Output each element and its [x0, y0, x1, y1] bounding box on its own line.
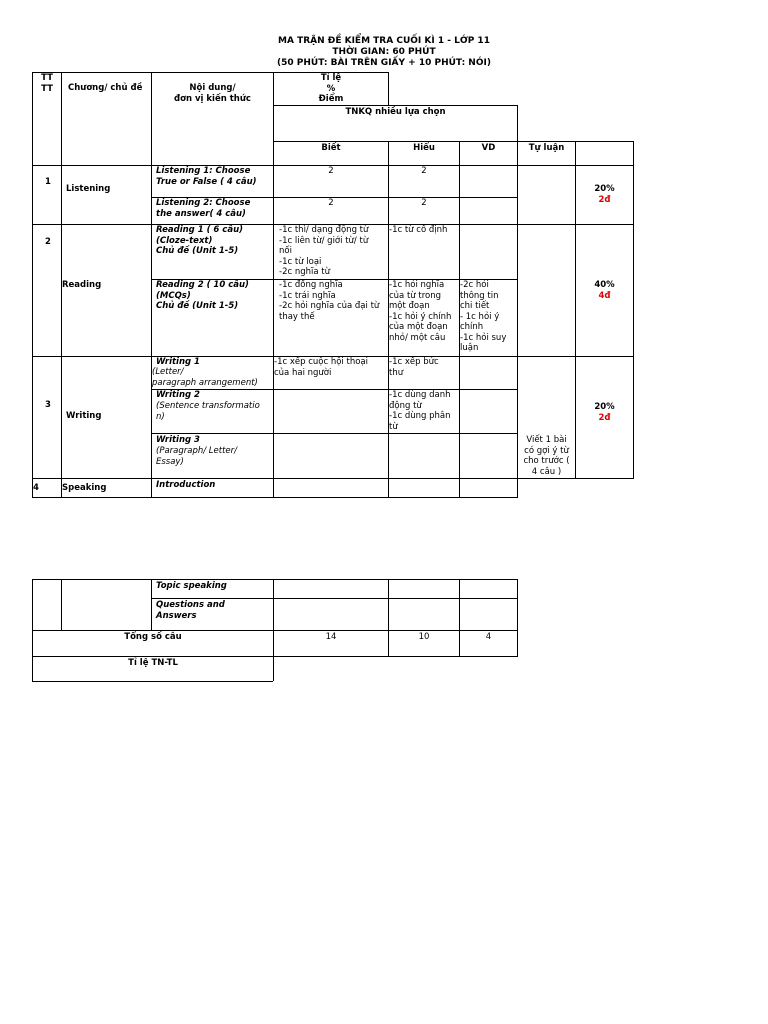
totals-hieu: 10 — [418, 632, 430, 642]
reading-2-vd: -2c hỏi thông tin chi tiết - 1c hỏi ý chính -1c hỏi suy luận — [460, 280, 507, 353]
title-line-1: MA TRẬN ĐỀ KIỂM TRA CUỐI KÌ 1 - LỚP 11 — [278, 36, 490, 46]
writing-3-tuluan: Viết 1 bài có gợi ý từ cho trước ( 4 câu ) — [523, 435, 570, 477]
section-2-number: 2 — [45, 237, 51, 247]
listening-1-hieu: 2 — [421, 166, 427, 176]
section-3-pts: 2đ — [598, 413, 611, 423]
writing-3-sub: (Paragraph/ Letter/ Essay) — [156, 446, 238, 467]
section-3-number: 3 — [45, 400, 51, 410]
listening-2-biet: 2 — [328, 198, 334, 208]
writing-2-hieu: -1c dùng danh động từ -1c dùng phân từ — [389, 390, 451, 432]
totals-biet: 14 — [325, 632, 337, 642]
title-line-2: THỜI GIAN: 60 PHÚT — [332, 47, 436, 57]
section-1-name: Listening — [66, 184, 111, 194]
section-4-name: Speaking — [62, 483, 107, 493]
speaking-1-content: Introduction — [156, 480, 216, 490]
writing-1-biet: -1c xếp cuộc hội thoại của hai người — [274, 357, 368, 378]
section-2-pct: 40% — [594, 280, 615, 290]
header-content: Nội dung/ đơn vị kiến thức — [174, 83, 251, 104]
writing-1-title: Writing 1 — [156, 357, 200, 367]
header-tt: TT TT — [41, 73, 53, 94]
ratio-row-label: Tỉ lệ TN-TL — [128, 658, 178, 668]
listening-1-content: Listening 1: Choose True or False ( 4 câu) — [156, 166, 257, 187]
section-3-pct: 20% — [594, 402, 615, 412]
listening-1-biet: 2 — [328, 166, 334, 176]
writing-1-sub: (Letter/ paragraph arrangement) — [152, 367, 258, 388]
title-line-3: (50 PHÚT: BÀI TRÊN GIẤY + 10 PHÚT: NÓI) — [277, 58, 491, 68]
header-biet: Biết — [321, 143, 341, 153]
reading-2-content: Reading 2 ( 10 câu) (MCQs) Chủ đề (Unit 1-5) — [156, 280, 249, 311]
header-chapter: Chương/ chủ đề — [68, 83, 143, 93]
section-1-pts: 2đ — [598, 195, 611, 205]
header-vd: VD — [481, 143, 496, 153]
speaking-2-content: Topic speaking — [156, 581, 227, 591]
section-3-name: Writing — [66, 411, 102, 421]
header-hieu: Hiểu — [413, 143, 435, 153]
writing-1-hieu: -1c xếp bức thư — [389, 357, 439, 378]
reading-2-hieu: -1c hỏi nghĩa của từ trong một đoạn -1c hỏi ý chính của một đoạn nhỏ/ một câu — [389, 280, 452, 343]
reading-1-content: Reading 1 ( 6 câu) (Cloze-text) Chủ đề (Unit 1-5) — [156, 225, 244, 256]
section-1-pct: 20% — [594, 184, 615, 194]
header-tuluan: Tự luận — [528, 143, 565, 153]
reading-2-biet: -1c đồng nghĩa -1c trái nghĩa -2c hỏi nghĩa của đại từ thay thế — [279, 280, 380, 322]
section-2-name: Reading — [62, 280, 102, 290]
writing-3-title: Writing 3 — [156, 435, 200, 445]
listening-2-hieu: 2 — [421, 198, 427, 208]
reading-1-hieu: -1c từ cố định — [389, 225, 448, 235]
listening-2-content: Listening 2: Choose the answer( 4 câu) — [156, 198, 251, 219]
reading-1-biet: -1c thì/ dạng động từ -1c liên từ/ giới từ/ từ nối -1c từ loại -2c nghĩa từ — [279, 225, 369, 277]
section-2-pts: 4đ — [598, 291, 611, 301]
section-1-number: 1 — [45, 177, 51, 187]
writing-2-title: Writing 2 — [156, 390, 200, 400]
header-tnkq: TNKQ nhiều lựa chọn — [345, 107, 446, 117]
totals-label: Tổng số câu — [124, 632, 182, 642]
speaking-3-content: Questions and Answers — [156, 600, 225, 621]
totals-vd: 4 — [485, 632, 492, 642]
writing-2-sub: (Sentence transformatio n) — [156, 401, 260, 422]
header-ratio: Tỉ lệ % Điểm — [318, 73, 344, 104]
section-4-number: 4 — [33, 483, 39, 493]
